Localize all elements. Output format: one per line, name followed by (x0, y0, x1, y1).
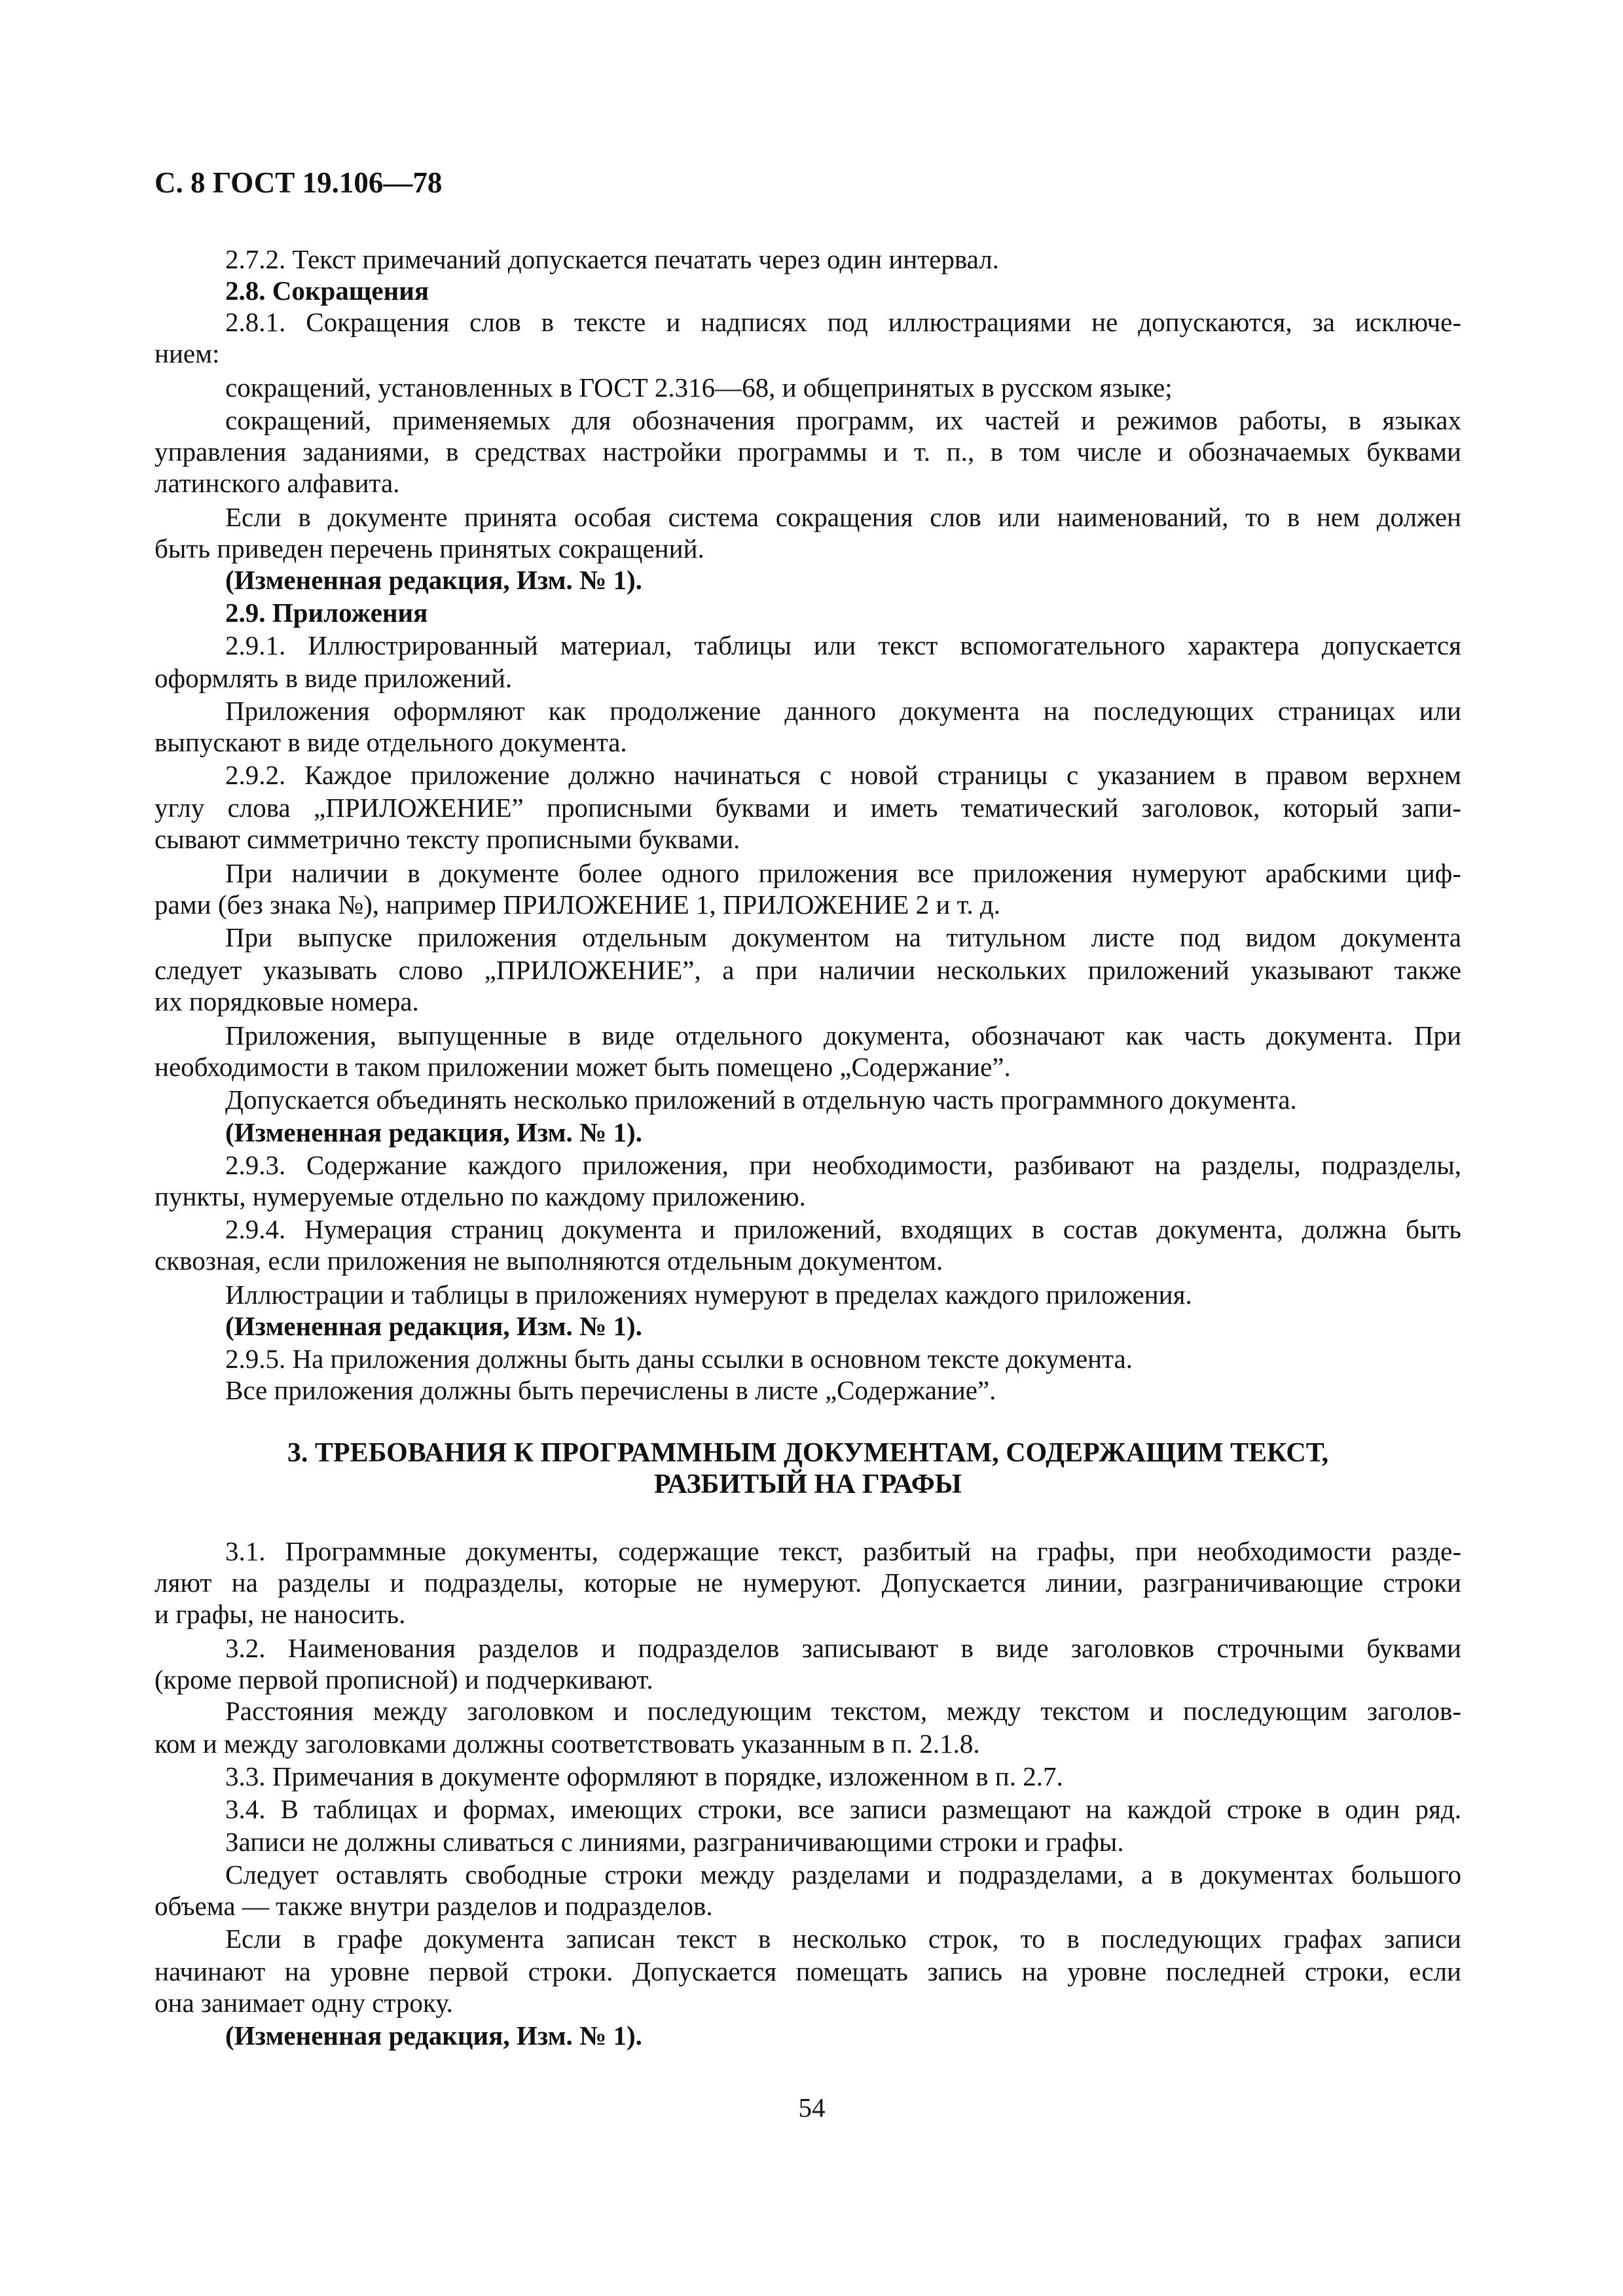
paragraph-line: сквозная, если приложения не выполняются отдельным документом. (155, 1246, 943, 1276)
paragraph-line: быть приведен перечень принятых сокращений. (155, 533, 704, 564)
amendment-note: (Измененная редакция, Изм. № 1). (225, 565, 642, 595)
amendment-note: (Измененная редакция, Изм. № 1). (225, 1311, 642, 1341)
paragraph-line: Расстояния между заголовком и последующим текстом, между текстом и последующим заголов- (225, 1696, 1461, 1726)
paragraph-line: объема — также внутри разделов и подразделов. (155, 1891, 713, 1921)
paragraph-line: углу слова „ПРИЛОЖЕНИЕ” прописными буквами и иметь тематический заголовок, который запи- (155, 793, 1461, 823)
paragraph-line: 3.2. Наименования разделов и подразделов записывают в виде заголовков строчными буквами (225, 1633, 1461, 1663)
paragraph-line: Если в графе документа записан текст в несколько строк, то в последующих графах записи (225, 1924, 1461, 1954)
paragraph-line: оформлять в виде приложений. (155, 663, 513, 693)
paragraph-line: Иллюстрации и таблицы в приложениях нумеруют в пределах каждого приложения. (225, 1280, 1192, 1310)
paragraph-line: сокращений, применяемых для обозначения программ, их частей и режимов работы, в языках (225, 405, 1461, 435)
paragraph-line: 2.9.5. На приложения должны быть даны ссылки в основном тексте документа. (225, 1344, 1133, 1374)
paragraph-line: 2.9.3. Содержание каждого приложения, при необходимости, разбивают на разделы, подразделы, (225, 1150, 1461, 1180)
paragraph-line: нием: (155, 338, 220, 368)
paragraph-line: (кроме первой прописной) и подчеркивают. (155, 1664, 653, 1695)
paragraph-line: следует указывать слово „ПРИЛОЖЕНИЕ”, а при наличии нескольких приложений указывают также (155, 955, 1461, 985)
paragraph-line: 3.1. Программные документы, содержащие текст, разбитый на графы, при необходимости разде- (225, 1536, 1461, 1566)
paragraph-line: 2.9.4. Нумерация страниц документа и приложений, входящих в состав документа, должна быть (225, 1214, 1461, 1244)
paragraph-line: пункты, нумеруемые отдельно по каждому приложению. (155, 1181, 806, 1211)
paragraph-line: 3.3. Примечания в документе оформляют в порядке, изложенном в п. 2.7. (225, 1761, 1063, 1791)
paragraph-line: При наличии в документе более одного приложения все приложения нумеруют арабскими циф- (225, 858, 1461, 888)
paragraph-line: 2.7.2. Текст примечаний допускается печатать через один интервал. (225, 244, 999, 274)
running-header: С. 8 ГОСТ 19.106—78 (155, 166, 443, 199)
amendment-note: (Измененная редакция, Изм. № 1). (225, 1117, 642, 1147)
paragraph-line: Приложения, выпущенные в виде отдельного документа, обозначают как часть документа. При (225, 1020, 1461, 1050)
subsection-heading: 2.9. Приложения (225, 598, 428, 628)
paragraph-line: Если в документе принята особая система сокращения слов или наименований, то в нем должен (225, 502, 1461, 532)
paragraph-line: сывают симметрично тексту прописными буквами. (155, 824, 740, 854)
paragraph-line: 2.9.2. Каждое приложение должно начинаться с новой страницы с указанием в правом верхнем (225, 760, 1461, 790)
paragraph-line: их порядковые номера. (155, 986, 419, 1016)
paragraph-line: ком и между заголовками должны соответствовать указанным в п. 2.1.8. (155, 1729, 980, 1759)
paragraph-line: Записи не должны сливаться с линиями, разграничивающими строки и графы. (225, 1827, 1124, 1857)
paragraph-line: выпускают в виде отдельного документа. (155, 727, 627, 757)
paragraph-line: она занимает одну строку. (155, 1988, 453, 2018)
page-number: 54 (798, 2092, 826, 2123)
paragraph-line: рами (без знака №), например ПРИЛОЖЕНИЕ 1, ПРИЛОЖЕНИЕ 2 и т. д. (155, 889, 1000, 920)
section-title: 3. ТРЕБОВАНИЯ К ПРОГРАММНЫМ ДОКУМЕНТАМ, СОДЕРЖАЩИМ ТЕКСТ, (287, 1438, 1329, 1468)
paragraph-line: ляют на разделы и подразделы, которые не нумеруют. Допускается линии, разграничивающие строки (155, 1568, 1461, 1598)
paragraph-line: и графы, не наносить. (155, 1599, 406, 1629)
subsection-heading: 2.8. Сокращения (225, 276, 429, 306)
paragraph-line: сокращений, установленных в ГОСТ 2.316—68, и общепринятых в русском языке; (225, 372, 1173, 403)
paragraph-line: Допускается объединять несколько приложений в отдельную часть программного документа. (225, 1085, 1297, 1115)
paragraph-line: латинского алфавита. (155, 468, 400, 498)
paragraph-line: 3.4. В таблицах и формах, имеющих строки, все записи размещают на каждой строке в один ряд. (225, 1794, 1461, 1824)
section-title: РАЗБИТЫЙ НА ГРАФЫ (653, 1469, 962, 1499)
paragraph-line: необходимости в таком приложении может быть помещено „Содержание”. (155, 1052, 1011, 1082)
paragraph-line: 2.9.1. Иллюстрированный материал, таблицы или текст вспомогательного характера допускается (225, 630, 1461, 660)
paragraph-line: управления заданиями, в средствах настройки программы и т. п., в том числе и обозначаемых буквами (155, 437, 1461, 467)
amendment-note: (Измененная редакция, Изм. № 1). (225, 2020, 642, 2051)
paragraph-line: Приложения оформляют как продолжение данного документа на последующих страницах или (225, 696, 1461, 726)
paragraph-line: При выпуске приложения отдельным документом на титульном листе под видом документа (225, 922, 1461, 952)
paragraph-line: 2.8.1. Сокращения слов в тексте и надписях под иллюстрациями не допускаются, за исключе- (225, 307, 1461, 337)
paragraph-line: Все приложения должны быть перечислены в листе „Содержание”. (225, 1375, 996, 1405)
paragraph-line: начинают на уровне первой строки. Допускается помещать запись на уровне последней строки, если (155, 1956, 1461, 1986)
paragraph-line: Следует оставлять свободные строки между разделами и подразделами, а в документах большого (225, 1859, 1461, 1890)
